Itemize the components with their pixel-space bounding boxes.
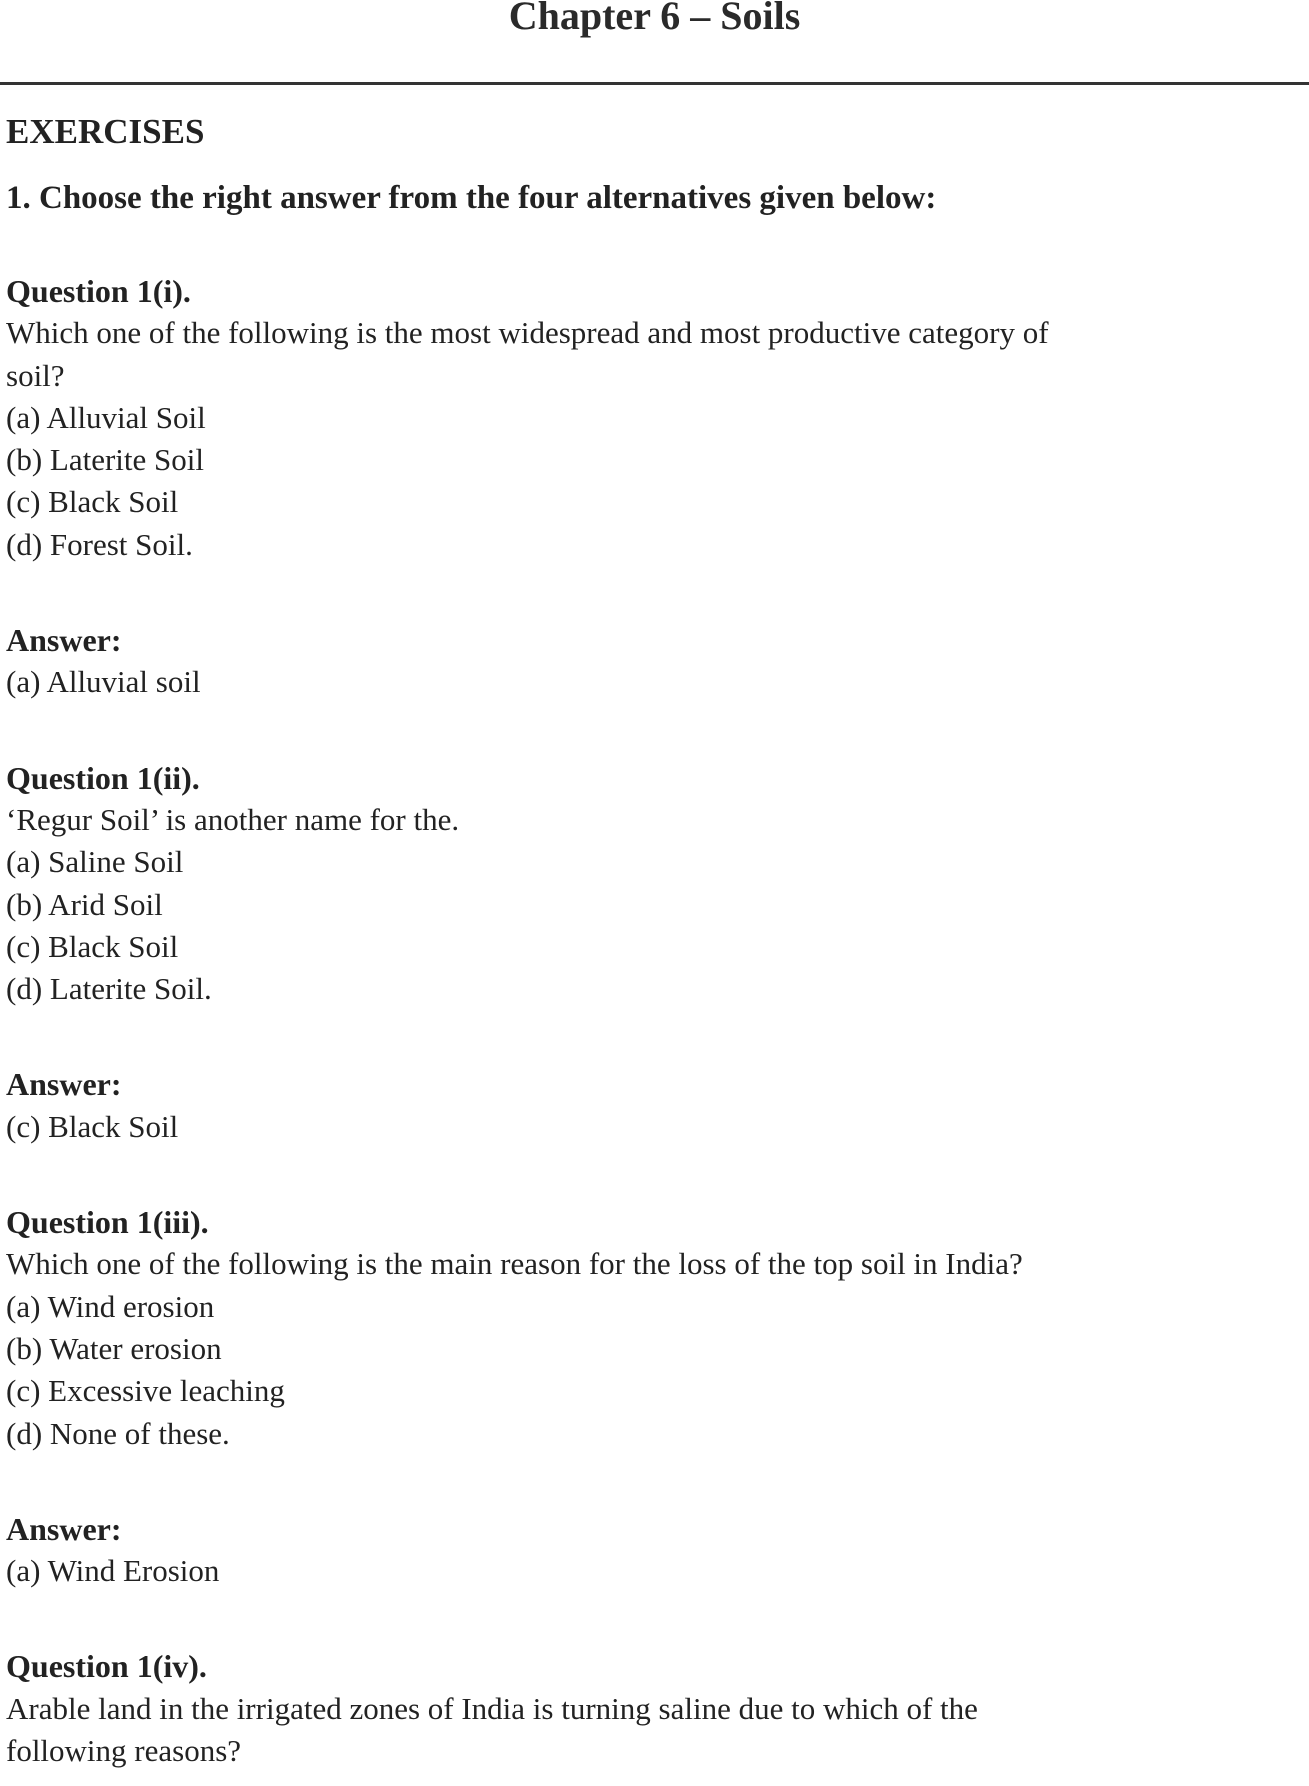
option-c: (c) Black Soil — [6, 928, 179, 964]
document-body — [6, 108, 1296, 1772]
instruction-text: 1. Choose the right answer from the four alternatives given below: — [6, 180, 937, 216]
question-label: Question 1(ii). — [6, 759, 200, 796]
answer-text: (a) Wind Erosion — [6, 1553, 220, 1589]
question-text: Which one of the following is the main reason for the loss of the top soil in India? — [6, 1246, 1023, 1282]
answer-label: Answer: — [6, 1066, 122, 1103]
question-text: soil? — [6, 357, 65, 393]
option-c: (c) Black Soil — [6, 484, 179, 520]
option-b: (b) Arid Soil — [6, 886, 163, 922]
answer-text: (c) Black Soil — [6, 1108, 179, 1144]
question-label: Question 1(iv). — [6, 1648, 207, 1685]
option-a: (a) Alluvial Soil — [6, 399, 206, 435]
answer-label: Answer: — [6, 1510, 122, 1547]
question-block — [6, 757, 1296, 1201]
question-text: Which one of the following is the most widespread and most productive category of — [6, 315, 1049, 351]
question-label: Question 1(i). — [6, 273, 191, 309]
option-b: (b) Water erosion — [6, 1330, 222, 1366]
option-d: (d) None of these. — [6, 1415, 230, 1451]
answer-label: Answer: — [6, 622, 122, 659]
option-d: (d) Laterite Soil. — [6, 971, 212, 1007]
option-b: (b) Laterite Soil — [6, 442, 204, 478]
option-a: (a) Wind erosion — [6, 1288, 215, 1324]
question-text: following reasons? — [6, 1733, 242, 1769]
question-block — [6, 270, 1296, 757]
option-d: (d) Forest Soil. — [6, 526, 193, 562]
page-title: Chapter 6 – Soils — [508, 0, 801, 38]
title-divider — [0, 82, 1309, 85]
question-text: ‘Regur Soil’ is another name for the. — [6, 801, 460, 837]
exercises-heading: EXERCISES — [6, 112, 205, 151]
question-block — [6, 1201, 1296, 1645]
option-a: (a) Saline Soil — [6, 844, 184, 880]
answer-text: (a) Alluvial soil — [6, 664, 201, 700]
question-label: Question 1(iii). — [6, 1204, 209, 1241]
option-c: (c) Excessive leaching — [6, 1373, 285, 1409]
question-text: Arable land in the irrigated zones of India is turning saline due to which of the — [6, 1690, 978, 1726]
question-block — [6, 1645, 1296, 1772]
